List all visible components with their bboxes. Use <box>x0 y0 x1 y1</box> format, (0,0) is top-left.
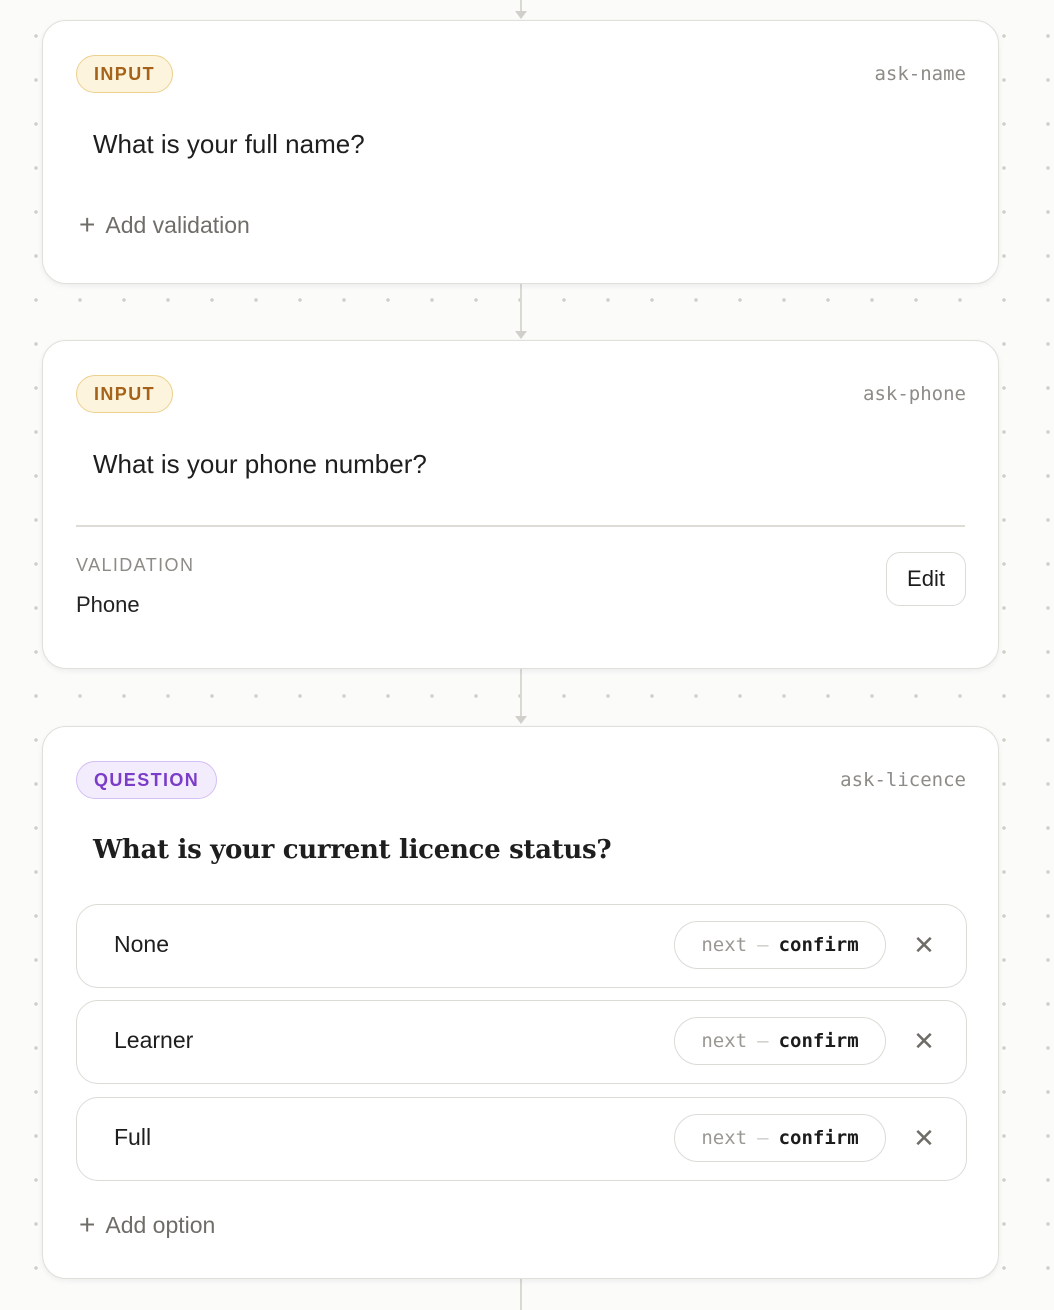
node-id: ask-name <box>874 63 966 85</box>
route-key: next <box>701 1030 748 1052</box>
connector-name-phone <box>520 284 522 332</box>
node-prompt[interactable]: What is your phone number? <box>93 449 427 479</box>
close-icon[interactable]: ✕ <box>913 930 935 960</box>
add-option-label: Add option <box>105 1211 216 1238</box>
option-row[interactable] <box>76 1097 967 1181</box>
node-prompt[interactable]: What is your full name? <box>93 129 365 159</box>
connector-bottom <box>520 1279 522 1310</box>
option-label[interactable]: None <box>114 931 169 957</box>
option-row[interactable] <box>76 1000 967 1084</box>
option-row[interactable] <box>76 904 967 988</box>
option-route-pill[interactable] <box>674 921 886 969</box>
node-type-badge: INPUT <box>76 375 173 413</box>
add-validation-button[interactable] <box>79 211 250 239</box>
route-target: confirm <box>778 934 859 956</box>
arrow-into-ask-phone <box>515 331 527 339</box>
close-icon[interactable]: ✕ <box>913 1026 935 1056</box>
plus-icon: + <box>79 1209 96 1240</box>
node-id: ask-phone <box>863 383 966 405</box>
close-icon[interactable]: ✕ <box>913 1123 935 1153</box>
node-card-ask-licence[interactable] <box>42 726 999 1279</box>
arrow-into-ask-licence <box>515 716 527 724</box>
node-card-ask-phone[interactable] <box>42 340 999 669</box>
validation-label: VALIDATION <box>76 555 195 575</box>
route-key: next <box>701 934 748 956</box>
route-separator: – <box>757 1030 769 1052</box>
node-type-badge: INPUT <box>76 55 173 93</box>
question-prompt[interactable]: What is your current licence status? <box>93 835 612 865</box>
edit-validation-button[interactable]: Edit <box>886 552 966 606</box>
route-target: confirm <box>778 1030 859 1052</box>
plus-icon: + <box>79 209 96 240</box>
add-validation-label: Add validation <box>105 211 250 238</box>
add-option-button[interactable] <box>79 1211 215 1239</box>
arrow-into-ask-name <box>515 11 527 19</box>
route-separator: – <box>757 934 769 956</box>
route-separator: – <box>757 1127 769 1149</box>
section-divider <box>76 525 965 527</box>
option-route-pill[interactable] <box>674 1017 886 1065</box>
option-route-pill[interactable] <box>674 1114 886 1162</box>
option-label[interactable]: Learner <box>114 1027 194 1053</box>
connector-phone-licence <box>520 669 522 717</box>
node-card-ask-name[interactable] <box>42 20 999 284</box>
option-label[interactable]: Full <box>114 1124 152 1150</box>
node-type-badge: QUESTION <box>76 761 217 799</box>
route-key: next <box>701 1127 748 1149</box>
validation-value: Phone <box>76 592 140 617</box>
node-id: ask-licence <box>840 769 966 791</box>
route-target: confirm <box>778 1127 859 1149</box>
